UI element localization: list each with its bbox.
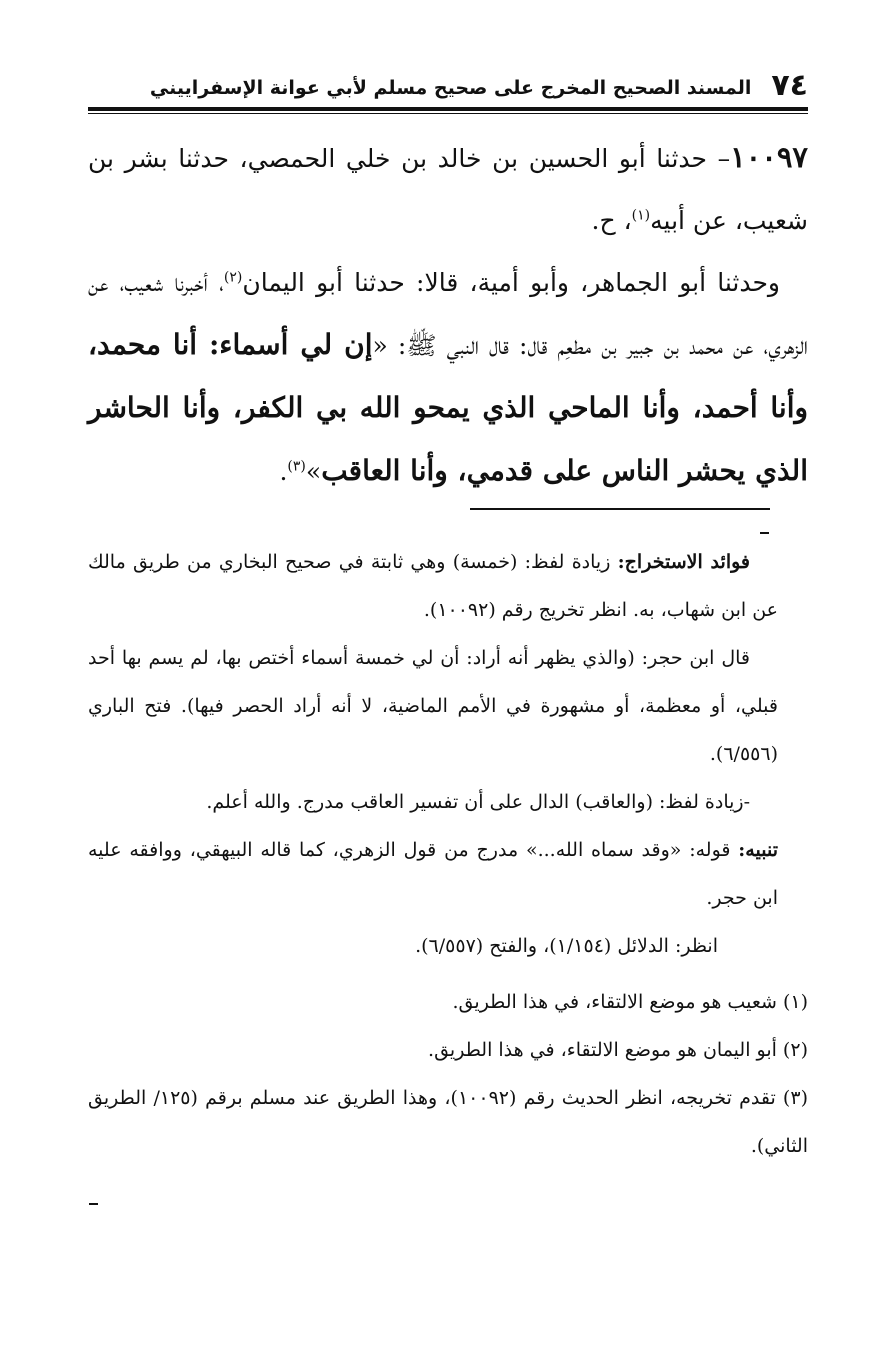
footnote-3: (٣) تقدم تخريجه، انظر الحديث رقم (١٠٠٩٢)، وهذا الطريق عند مسلم برقم (١٢٥/ الطريق الثاني). xyxy=(88,1087,808,1157)
ibn-hajar-note xyxy=(88,634,778,778)
paragraph-end: . xyxy=(279,457,288,486)
fawaid-label: فوائد الاستخراج: xyxy=(617,551,750,573)
fawaid-note xyxy=(88,538,778,634)
isnad-text-2b: ، أخبرنا شعيب، عن الزهري، عن محمد بن جبير بن مطعِم قال: قال النبي ﷺ: « xyxy=(88,268,808,360)
main-text xyxy=(88,126,808,503)
footnote-separator xyxy=(470,508,770,510)
extraction-notes xyxy=(88,538,778,970)
hadith-paragraph-1 xyxy=(88,126,808,252)
ziyada-note xyxy=(88,778,778,826)
ziyada-text: -زيادة لفظ: (والعاقب) الدال على أن تفسير العاقب مدرج. والله أعلم. xyxy=(206,791,750,813)
footnote-ref-1: (١) xyxy=(631,207,651,224)
page-header xyxy=(88,68,808,104)
tanbih-text: قوله: «وقد سماه الله...» مدرج من قول الزهري، كما قاله البيهقي، ووافقه عليه ابن حجر. xyxy=(88,839,778,909)
hadith-paragraph-2 xyxy=(88,252,808,503)
tanbih-note xyxy=(88,826,778,922)
footnote-ref-3: (٣) xyxy=(287,458,306,475)
hadith-number: ١٠٠٩٧ xyxy=(730,140,808,174)
footnote-1: (١) شعيب هو موضع الالتقاء، في هذا الطريق. xyxy=(452,991,808,1013)
hadith-matn: إن لي أسماء: أنا محمد، وأنا أحمد، وأنا الماحي الذي يمحو الله بي الكفر، وأنا الحاشر الذي يحشر الناس على قدمي، وأنا العاقب xyxy=(88,328,808,487)
ibn-hajar-text: قال ابن حجر: (والذي يظهر أنه أراد: أن لي خمسة أسماء أختص بها، لم يسم بها أحد قبلي، أو معظمة، أو مشهورة في الأمم الماضية، لا أنه أراد الحصر فيها). فتح الباري (٦/٥٥٦). xyxy=(88,647,778,765)
page-number: ٧٤ xyxy=(771,68,808,103)
fawaid-text: زيادة لفظ: (خمسة) وهي ثابتة في صحيح البخاري من طريق مالك عن ابن شهاب، به. انظر تخريج رقم (١٠٠٩٢). xyxy=(88,551,778,621)
footnote-ref-2: (٢) xyxy=(223,269,243,286)
margin-mark xyxy=(760,532,769,534)
header-rule-thick xyxy=(88,107,808,111)
tanbih-label: تنبيه: xyxy=(738,839,778,861)
unzur-text: انظر: الدلائل (١/١٥٤)، والفتح (٦/٥٥٧). xyxy=(415,935,718,957)
isnad-text-2a: وحدثنا أبو الجماهر، وأبو أمية، قالا: حدثنا أبو اليمان xyxy=(242,268,781,297)
unzur-note xyxy=(88,922,778,970)
footnotes xyxy=(88,978,808,1170)
header-rule-thin xyxy=(88,113,808,114)
margin-mark-bottom xyxy=(89,1203,98,1205)
isnad-text-1: – حدثنا أبو الحسين بن خالد بن خلي الحمصي، حدثنا بشر بن شعيب، عن أبيه xyxy=(88,144,808,235)
footnote-2: (٢) أبو اليمان هو موضع الالتقاء، في هذا الطريق. xyxy=(428,1039,808,1061)
isnad-text-1-end: ، ح. xyxy=(591,206,632,235)
quote-close: » xyxy=(305,457,322,486)
running-title: المسند الصحيح المخرج على صحيح مسلم لأبي عوانة الإسفراييني xyxy=(149,77,752,99)
